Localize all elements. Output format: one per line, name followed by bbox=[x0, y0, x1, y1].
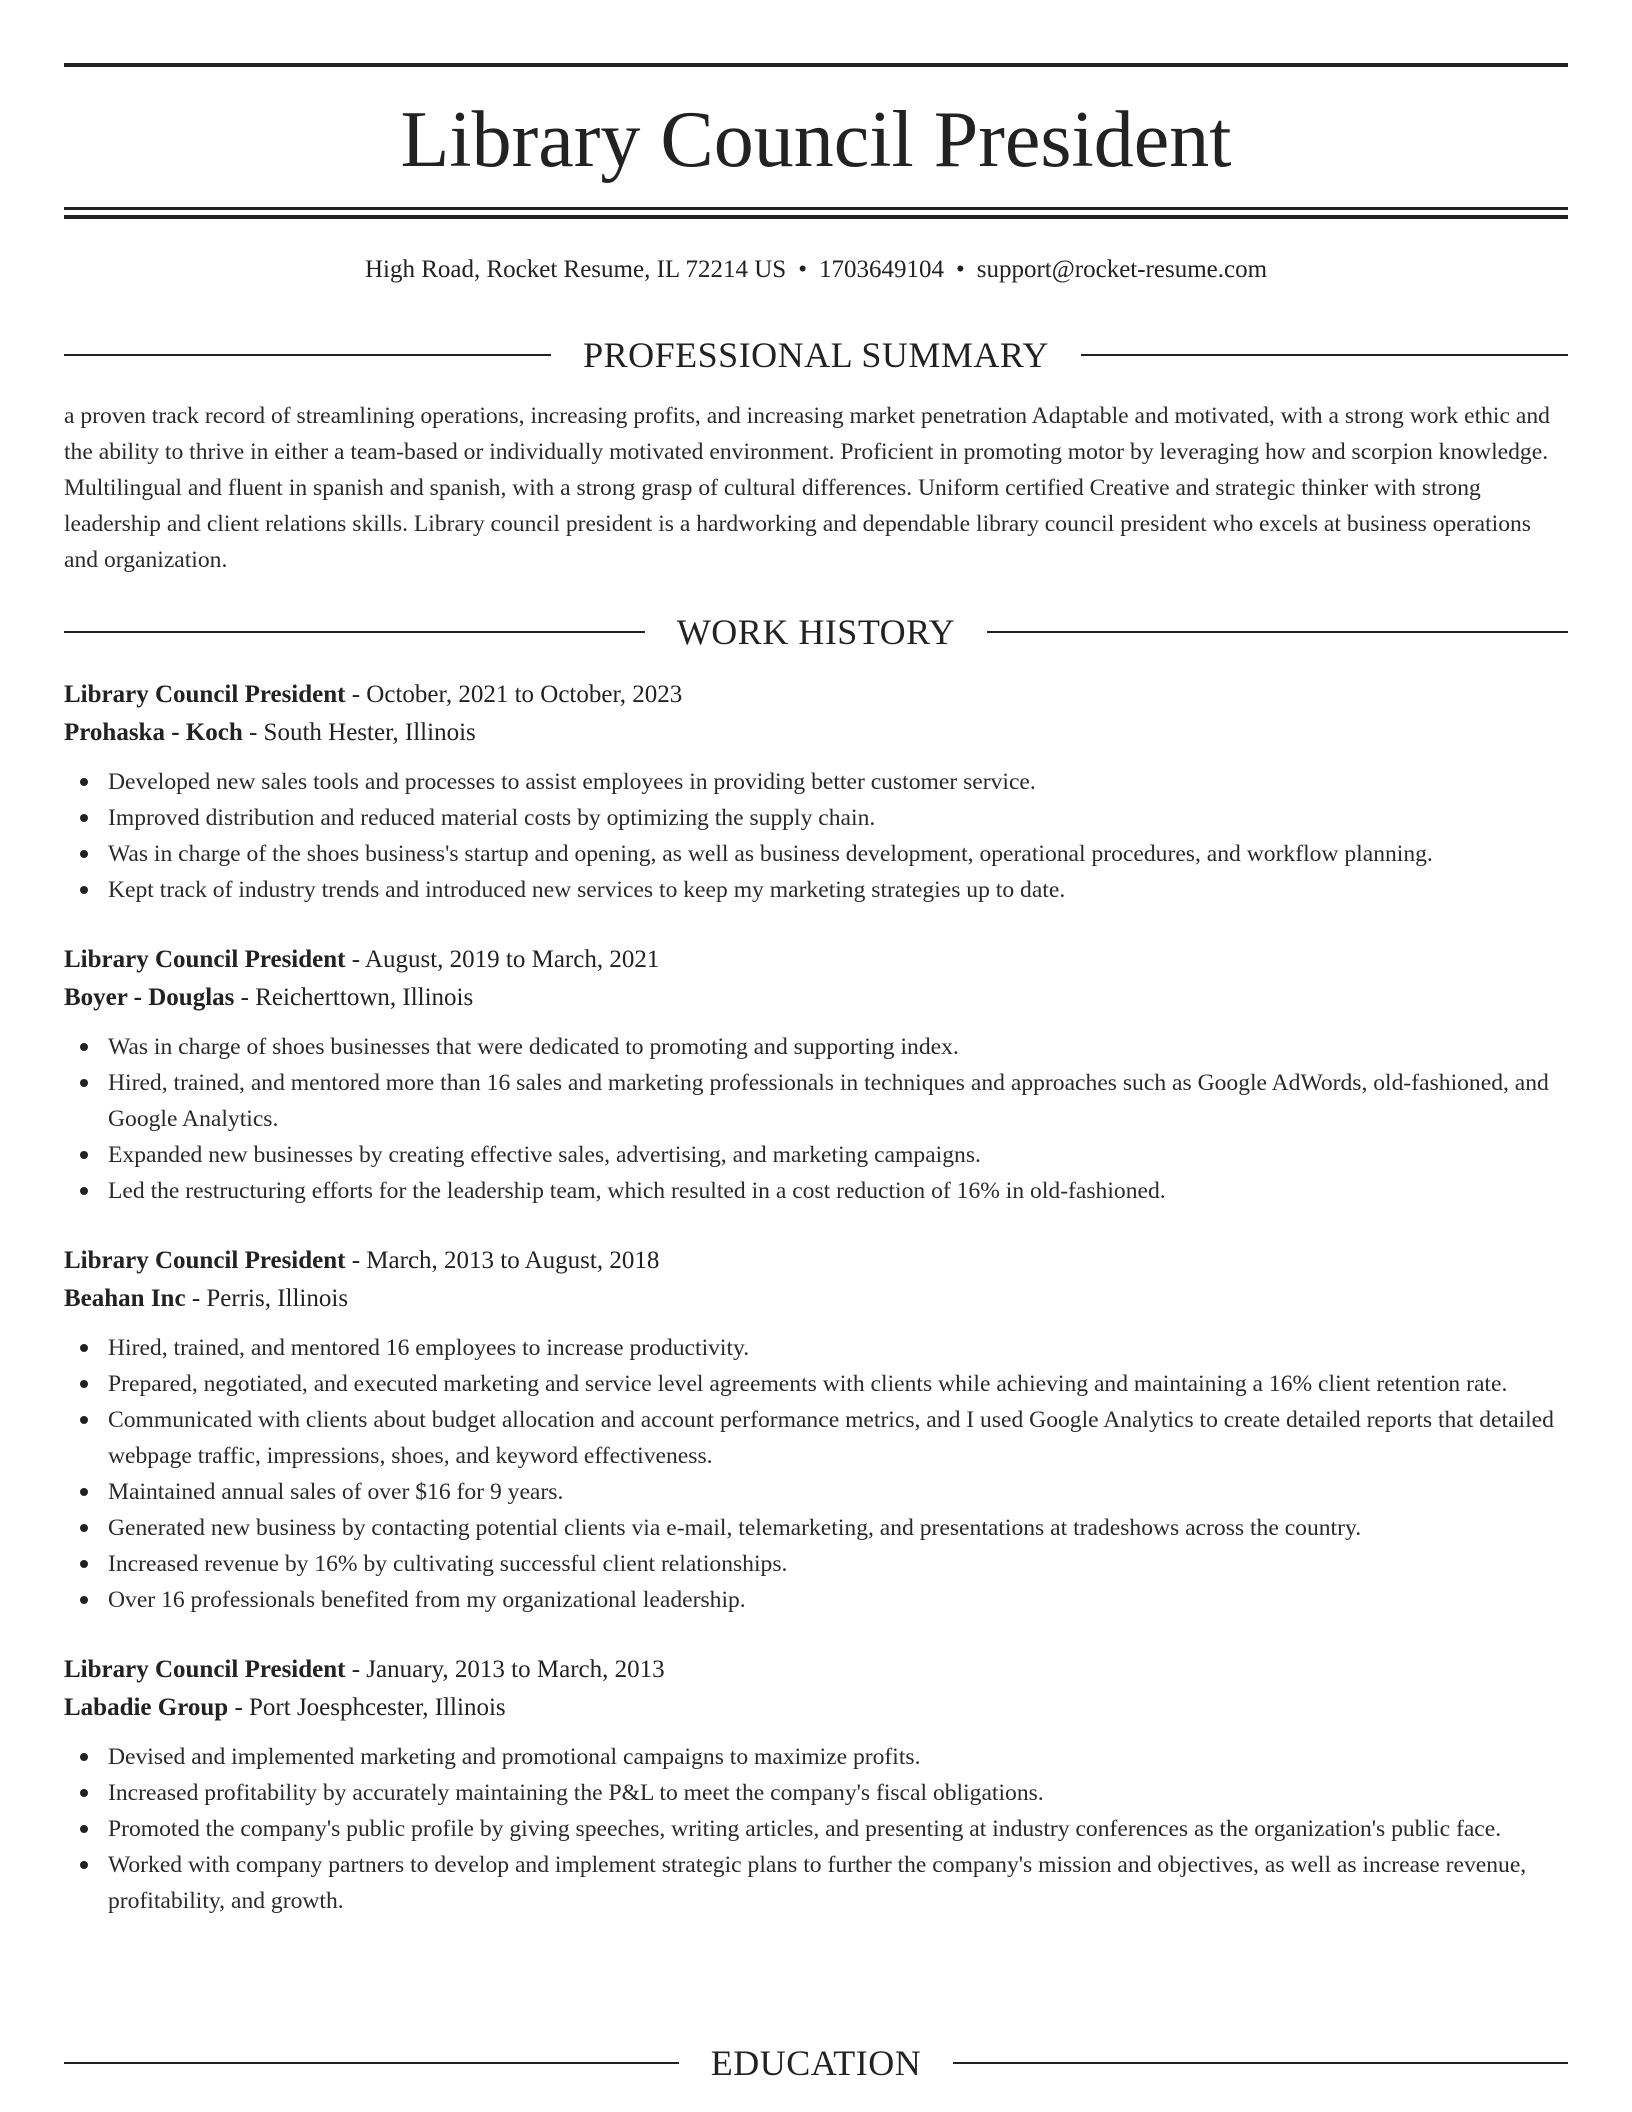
job-dates: - October, 2021 to October, 2023 bbox=[345, 681, 683, 708]
heading-rule bbox=[64, 2062, 679, 2064]
job-bullets bbox=[64, 1029, 1568, 1209]
heading-rule bbox=[1081, 354, 1568, 356]
section-heading-education bbox=[64, 2043, 1568, 2083]
job-company: Boyer - Douglas bbox=[64, 984, 235, 1011]
job-company-line bbox=[64, 1689, 1568, 1727]
job-bullets bbox=[64, 764, 1568, 908]
bullet-item: Maintained annual sales of over $16 for 9 years. bbox=[64, 1474, 1568, 1510]
summary-paragraph: a proven track record of streamlining operations, increasing profits, and increasing market penetration Adaptable and motivated, with a strong work ethic and the ability to thrive in either a team-based or individually motivated environment. Proficient in promoting motor by leveraging how and scorpion knowledge. Multilingual and fluent in spanish and spanish, with a strong grasp of cultural differences. Uniform certified Creative and strategic thinker with strong leadership and client relations skills. Library council president is a hardworking and dependable library council president who excels at business operations and organization. bbox=[64, 403, 1550, 573]
job-title-line bbox=[64, 676, 1568, 714]
job-company-line bbox=[64, 979, 1568, 1017]
job-bullets bbox=[64, 1739, 1568, 1919]
bullet-item: Communicated with clients about budget allocation and account performance metrics, and I used Google Analytics to create detailed reports that detailed webpage traffic, impressions, shoes, and keyword effectiveness. bbox=[64, 1402, 1568, 1474]
job-title: Library Council President bbox=[64, 946, 346, 973]
bullet-item: Expanded new businesses by creating effective sales, advertising, and marketing campaigns. bbox=[64, 1137, 1568, 1173]
job-title: Library Council President bbox=[64, 681, 346, 708]
section-title: EDUCATION bbox=[710, 2043, 922, 2083]
bullet-item: Devised and implemented marketing and promotional campaigns to maximize profits. bbox=[64, 1739, 1568, 1775]
job-title: Library Council President bbox=[64, 1656, 346, 1683]
job-dates: - January, 2013 to March, 2013 bbox=[345, 1656, 665, 1683]
bullet-item: Increased profitability by accurately maintaining the P&L to meet the company's fiscal obligations. bbox=[64, 1775, 1568, 1811]
job-location: - Port Joesphcester, Illinois bbox=[228, 1694, 506, 1721]
bullet-item: Developed new sales tools and processes to assist employees in providing better customer service. bbox=[64, 764, 1568, 800]
job-entry bbox=[64, 676, 1568, 908]
section-heading-work bbox=[64, 612, 1568, 652]
job-company-line bbox=[64, 714, 1568, 752]
job-title: Library Council President bbox=[64, 1247, 346, 1274]
heading-rule bbox=[953, 2062, 1568, 2064]
job-company: Beahan Inc bbox=[64, 1285, 186, 1312]
job-dates: - March, 2013 to August, 2018 bbox=[345, 1247, 660, 1274]
bullet-item: Over 16 professionals benefited from my organizational leadership. bbox=[64, 1582, 1568, 1618]
job-company: Prohaska - Koch bbox=[64, 719, 243, 746]
contact-separator: • bbox=[955, 256, 965, 283]
section-title: PROFESSIONAL SUMMARY bbox=[583, 335, 1049, 375]
bullet-item: Kept track of industry trends and introduced new services to keep my marketing strategies up to date. bbox=[64, 872, 1568, 908]
bullet-item: Prepared, negotiated, and executed marketing and service level agreements with clients while achieving and maintaining a 16% client retention rate. bbox=[64, 1366, 1568, 1402]
bullet-item: Hired, trained, and mentored more than 16 sales and marketing professionals in techniques and approaches such as Google AdWords, old-fashioned, and Google Analytics. bbox=[64, 1065, 1568, 1137]
job-entry bbox=[64, 1242, 1568, 1618]
bullet-item: Worked with company partners to develop and implement strategic plans to further the company's mission and objectives, as well as increase revenue, profitability, and growth. bbox=[64, 1847, 1568, 1919]
heading-rule bbox=[64, 354, 551, 356]
contact-address: High Road, Rocket Resume, IL 72214 US bbox=[364, 256, 787, 283]
heading-rule bbox=[64, 631, 645, 633]
resume-name: Library Council President bbox=[400, 96, 1232, 184]
bullet-item: Generated new business by contacting potential clients via e-mail, telemarketing, and presentations at tradeshows across the country. bbox=[64, 1510, 1568, 1546]
bullet-item: Hired, trained, and mentored 16 employees to increase productivity. bbox=[64, 1330, 1568, 1366]
job-title-line bbox=[64, 1242, 1568, 1280]
contact-line bbox=[64, 252, 1568, 288]
job-title-line bbox=[64, 1651, 1568, 1689]
bullet-item: Improved distribution and reduced material costs by optimizing the supply chain. bbox=[64, 800, 1568, 836]
job-dates: - August, 2019 to March, 2021 bbox=[345, 946, 660, 973]
contact-separator: • bbox=[798, 256, 807, 283]
bullet-item: Increased revenue by 16% by cultivating successful client relationships. bbox=[64, 1546, 1568, 1582]
contact-email: support@rocket-resume.com bbox=[976, 256, 1268, 283]
job-entry bbox=[64, 941, 1568, 1209]
job-company-line bbox=[64, 1280, 1568, 1318]
section-title: WORK HISTORY bbox=[676, 612, 956, 652]
bullet-item: Was in charge of the shoes business's startup and opening, as well as business development, operational procedures, and workflow planning. bbox=[64, 836, 1568, 872]
bullet-item: Promoted the company's public profile by giving speeches, writing articles, and presenting at industry conferences as the organization's public face. bbox=[64, 1811, 1568, 1847]
job-location: - South Hester, Illinois bbox=[242, 719, 476, 746]
double-rule bbox=[64, 207, 1568, 219]
job-location: - Reicherttown, Illinois bbox=[234, 984, 474, 1011]
heading-rule bbox=[987, 631, 1568, 633]
job-title-line bbox=[64, 941, 1568, 979]
work-history-list bbox=[64, 676, 1568, 1952]
job-bullets bbox=[64, 1330, 1568, 1618]
bullet-item: Led the restructuring efforts for the leadership team, which resulted in a cost reduction of 16% in old-fashioned. bbox=[64, 1173, 1568, 1209]
contact-phone: 1703649104 bbox=[818, 256, 944, 283]
top-rule bbox=[64, 63, 1568, 67]
job-company: Labadie Group bbox=[64, 1694, 229, 1721]
bullet-item: Was in charge of shoes businesses that were dedicated to promoting and supporting index. bbox=[64, 1029, 1568, 1065]
job-location: - Perris, Illinois bbox=[185, 1285, 349, 1312]
job-entry bbox=[64, 1651, 1568, 1919]
section-heading-summary bbox=[64, 335, 1568, 375]
